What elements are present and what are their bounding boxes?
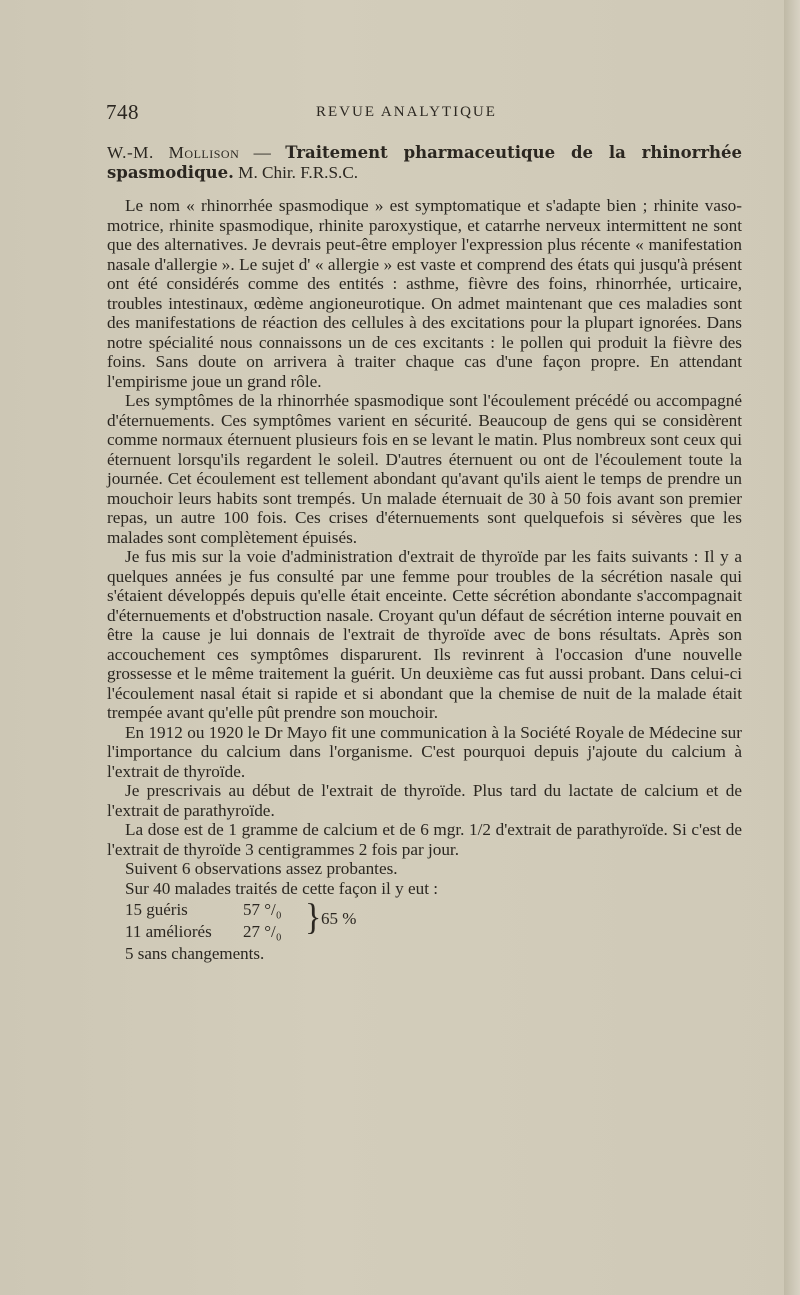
result-percent: 57 °/₀ xyxy=(243,900,282,919)
result-row xyxy=(125,944,264,964)
paragraph-6: La dose est de 1 gramme de calcium et de 6 mgr. 1/2 d'extrait de parathyroïde. Si c'est de l'extrait de thyroïde 3 centigrammes 2 fois par jour. xyxy=(107,820,742,859)
paragraph-1: Le nom « rhinorrhée spasmodique » est symptomatique et s'adapte bien ; rhinite vaso-motrice, rhinite spasmodique, rhinite paroxystique, et catarrhe nerveux intermittent ne sont que des alternatives. Je devrais peut-être employer l'expression plus récente « manifestation nasale d'allergie ». Le sujet d' « allergie » est vaste et comprend des états qui jusqu'à présent ont été considérés comme des entités : asthme, fièvre des foins, rhinorrhée, urticaire, troubles intestinaux, œdème angioneurotique. On admet maintenant que ces maladies sont des manifestations de réaction des cellules à des excitations pour la plupart ignorées. Dans notre spécialité nous connaissons un de ces excitants : le pollen qui produit la fièvre des foins. Sans doute on arrivera à traiter chaque cas d'une façon propre. En attendant l'empirisme joue un grand rôle. xyxy=(107,196,742,391)
article-heading xyxy=(107,143,742,182)
combined-percent: 65 % xyxy=(321,909,357,928)
journal-title: REVUE ANALYTIQUE xyxy=(316,104,497,120)
page-header xyxy=(106,100,666,126)
result-label: 11 améliorés xyxy=(125,922,212,941)
results-list xyxy=(107,897,742,966)
paragraph-7: Suivent 6 observations assez probantes. xyxy=(125,859,398,878)
paragraph-4: En 1912 ou 1920 le Dr Mayo fit une communication à la Société Royale de Médecine sur l'importance du calcium dans l'organisme. C'est pourquoi depuis j'ajoute du calcium à l'extrait de thyroïde. xyxy=(107,722,742,781)
result-percent: 27 °/₀ xyxy=(243,922,282,941)
paragraph-2: Les symptômes de la rhinorrhée spasmodique sont l'écoulement précédé ou accompagné d'éternuements. Ces symptômes varient en sécurité. Beaucoup de gens qui se considèrent comme normaux éternuent plusieurs fois en se levant le matin. Plus nombreux sont ceux qui éternuent lorsqu'ils regardent le soleil. D'autres éternuent ou ont de l'écoulement toute la journée. Cet écoulement est tellement abondant qu'avant qu'ils aient le temps de prendre un mouchoir leurs habits sont trempés. Un malade éternuait de 30 à 50 fois avant son premier repas, un autre 100 fois. Ces crises d'éternuements sont quelquefois si sévères que les malades sont complètement épuisés. xyxy=(107,391,742,547)
result-label: 5 sans changements. xyxy=(125,944,265,963)
page-number: 748 xyxy=(106,100,139,124)
article-title: Traitement pharmaceutique de la rhinorrhée spasmodique. xyxy=(107,143,742,182)
article-source: M. Chir. F.R.S.C. xyxy=(233,162,359,182)
brace-symbol: } xyxy=(305,897,322,938)
result-row xyxy=(125,922,282,942)
paragraph-8: Sur 40 malades traités de cette façon il y eut : xyxy=(125,878,439,898)
result-label: 15 guéris xyxy=(125,900,188,919)
author-name: W.-M. Mollison xyxy=(107,143,240,162)
heading-dash: — xyxy=(239,143,286,162)
article xyxy=(107,143,742,966)
page-edge-shadow xyxy=(784,0,800,1295)
paragraph-5: Je prescrivais au début de l'extrait de thyroïde. Plus tard du lactate de calcium et de l'extrait de parathyroïde. xyxy=(107,781,742,820)
result-row xyxy=(125,900,282,920)
paragraph-3: Je fus mis sur la voie d'administration d'extrait de thyroïde par les faits suivants : Il y a quelques années je fus consulté par une femme pour troubles de la sécrétion nasale qui s'étaient développés depuis qu'elle était enceinte. Cette sécrétion abondante s'accompagnait d'éternuements et d'obstruction nasale. Croyant qu'un défaut de sécrétion interne pouvait en être la cause je lui donnais de l'extrait de thyroïde avec de bons résultats. Après son accouchement ces symptômes disparurent. Ils revinrent à l'occasion d'une nouvelle grossesse et le même traitement la guérit. Un deuxième cas fut aussi probant. Dans celui-ci l'écoulement nasal était si rapide et si abondant que la chemise de nuit de la malade était trempée avant qu'elle pût prendre son mouchoir. xyxy=(107,547,742,722)
